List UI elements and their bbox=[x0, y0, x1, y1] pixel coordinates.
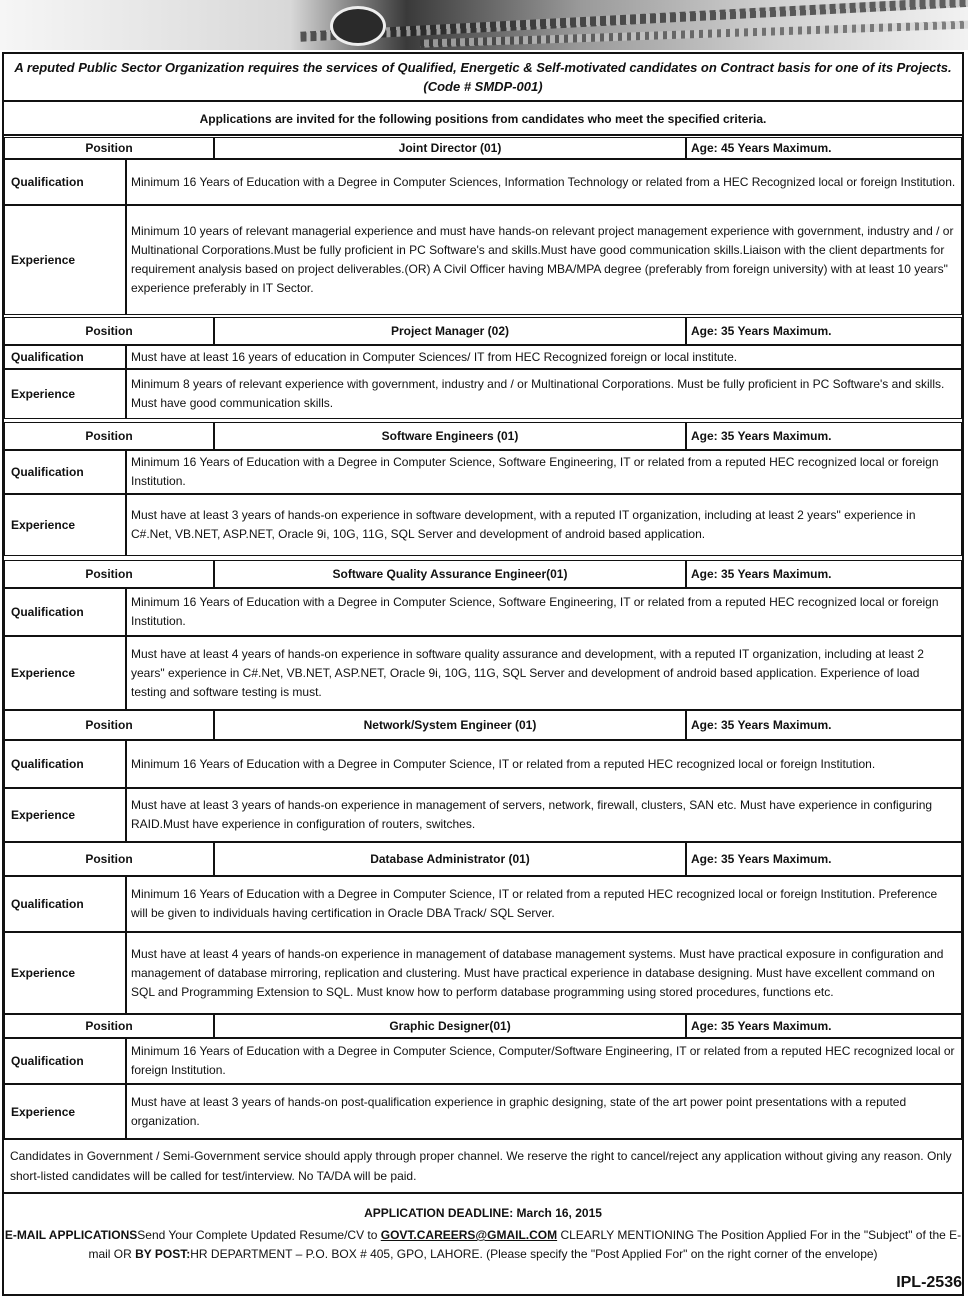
email-address-link[interactable]: GOVT.CAREERS@GMAIL.COM bbox=[380, 1228, 558, 1242]
position-title: Software Quality Assurance Engineer(01) bbox=[214, 560, 686, 588]
qualification-label: Qualification bbox=[4, 876, 126, 932]
qualification-text: Must have at least 16 years of education in Computer Sciences/ IT from HEC Recognized foreign or local institute. bbox=[126, 345, 962, 369]
experience-label: Experience bbox=[4, 788, 126, 842]
age-limit: Age: 45 Years Maximum. bbox=[686, 137, 962, 159]
qualification-text: Minimum 16 Years of Education with a Degree in Computer Science, IT or related from a reputed HEC recognized local or foreign Institution. Preference will be given to individuals having certification in Oracle DBA Track/ SQL Server. bbox=[126, 876, 962, 932]
position-label: Position bbox=[4, 317, 214, 345]
position-label: Position bbox=[4, 137, 214, 159]
position-title: Database Administrator (01) bbox=[214, 842, 686, 876]
experience-text: Must have at least 4 years of hands-on experience in management of database management systems. Must have practical exposure in configuration and management of database mirroring, replication and clustering. Must have practical experience in database designing. Must have excellent command on SQL and Programming Extension to SQL. Must know how to perform database programming using stored procedures, functions etc. bbox=[126, 932, 962, 1014]
qualification-text: Minimum 16 Years of Education with a Degree in Computer Science, IT or related from a reputed HEC recognized local or foreign Institution. bbox=[126, 740, 962, 788]
position-label: Position bbox=[4, 422, 214, 450]
qualification-text: Minimum 16 Years of Education with a Degree in Computer Science, Computer/Software Engineering, IT or related from a reputed HEC recognized local or foreign Institution. bbox=[126, 1038, 962, 1084]
email-text-2: CLEARLY MENTIONING The Position Applied For in the "Subject" of the E-mail OR bbox=[88, 1228, 962, 1261]
post-text: HR DEPARTMENT – P.O. BOX # 405, GPO, LAHORE. (Please specify the "Post Applied For" on the right corner of the envelope) bbox=[190, 1247, 878, 1261]
qualification-text: Minimum 16 Years of Education with a Degree in Computer Sciences, Information Technology or related from a HEC Recognized local or foreign Institution. bbox=[126, 159, 962, 205]
qualification-label: Qualification bbox=[4, 159, 126, 205]
apply-instructions bbox=[4, 1226, 962, 1264]
invite-text: Applications are invited for the following positions from candidates who meet the specified criteria. bbox=[4, 104, 962, 136]
experience-text: Minimum 10 years of relevant managerial experience and must have hands-on relevant project management experience with government, industry and / or Multinational Corporations.Must be fully proficient in PC Software's and skills.Must have good communication skills.Liaison with the client departments for requirement analysis based on project deliverables.(OR) A Civil Officer having MBA/MPA degree (preferably from foreign university) with at least 10 years" experience preferably in IT Sector. bbox=[126, 205, 962, 315]
qualification-text: Minimum 16 Years of Education with a Degree in Computer Science, Software Engineering, IT or related from a reputed HEC recognized local or foreign Institution. bbox=[126, 450, 962, 494]
experience-label: Experience bbox=[4, 494, 126, 556]
age-limit: Age: 35 Years Maximum. bbox=[686, 710, 962, 740]
experience-text: Must have at least 4 years of hands-on experience in software quality assurance and development, with a reputed IT organization, including at least 2 years" experience in C#.Net, VB.NET, ASP.NET, Oracle 9i, 10G, 11G, SQL Server and development of android based application. Experience of load testing and software testing is must. bbox=[126, 636, 962, 710]
position-title: Project Manager (02) bbox=[214, 317, 686, 345]
deadline: APPLICATION DEADLINE: March 16, 2015 bbox=[364, 1206, 602, 1220]
email-text: Send Your Complete Updated Resume/CV to bbox=[137, 1228, 381, 1242]
position-title: Joint Director (01) bbox=[214, 137, 686, 159]
footer-note: Candidates in Government / Semi-Government service should apply through proper channel. We reserve the right to cancel/reject any application without giving any reason. Only short-listed candidates will be called for test/interview. No TA/DA will be paid. bbox=[4, 1138, 962, 1194]
experience-label: Experience bbox=[4, 1084, 126, 1140]
position-label: Position bbox=[4, 710, 214, 740]
age-limit: Age: 35 Years Maximum. bbox=[686, 422, 962, 450]
experience-label: Experience bbox=[4, 205, 126, 315]
experience-text: Must have at least 3 years of hands-on post-qualification experience in graphic designing, state of the art power point presentations with a reputed organization. bbox=[126, 1084, 962, 1140]
experience-label: Experience bbox=[4, 369, 126, 419]
age-limit: Age: 35 Years Maximum. bbox=[686, 560, 962, 588]
qualification-label: Qualification bbox=[4, 345, 126, 369]
post-label: BY POST: bbox=[135, 1247, 191, 1261]
experience-text: Minimum 8 years of relevant experience with government, industry and / or Multinational Corporations. Must be fully proficient in PC Software's and skills. Must have good communication skills. bbox=[126, 369, 962, 419]
qualification-label: Qualification bbox=[4, 588, 126, 636]
experience-text: Must have at least 3 years of hands-on experience in management of servers, network, firewall, clusters, SAN etc. Must have experience in configuring RAID.Must have experience in configuration of routers, switches. bbox=[126, 788, 962, 842]
experience-label: Experience bbox=[4, 636, 126, 710]
position-title: Graphic Designer(01) bbox=[214, 1014, 686, 1038]
position-title: Network/System Engineer (01) bbox=[214, 710, 686, 740]
email-label: E-MAIL APPLICATIONS bbox=[4, 1228, 138, 1242]
ad-code: IPL-2536 bbox=[896, 1274, 962, 1291]
position-label: Position bbox=[4, 1014, 214, 1038]
intro-text: A reputed Public Sector Organization requires the services of Qualified, Energetic & Self-motivated candidates on Contract basis for one of its Projects. (Code # SMDP-001) bbox=[4, 54, 962, 102]
position-title: Software Engineers (01) bbox=[214, 422, 686, 450]
header-banner bbox=[0, 0, 968, 50]
experience-text: Must have at least 3 years of hands-on experience in software development, with a reputed IT organization, including at least 2 years" experience in C#.Net, VB.NET, ASP.NET, Oracle 9i, 10G, 11G, SQL Server and development of android based application. bbox=[126, 494, 962, 556]
qualification-label: Qualification bbox=[4, 740, 126, 788]
position-label: Position bbox=[4, 842, 214, 876]
qualification-label: Qualification bbox=[4, 450, 126, 494]
age-limit: Age: 35 Years Maximum. bbox=[686, 842, 962, 876]
age-limit: Age: 35 Years Maximum. bbox=[686, 317, 962, 345]
qualification-text: Minimum 16 Years of Education with a Degree in Computer Science, Software Engineering, IT or related from a reputed HEC recognized local or foreign Institution. bbox=[126, 588, 962, 636]
position-label: Position bbox=[4, 560, 214, 588]
qualification-label: Qualification bbox=[4, 1038, 126, 1084]
banner-logo bbox=[330, 6, 386, 46]
experience-label: Experience bbox=[4, 932, 126, 1014]
age-limit: Age: 35 Years Maximum. bbox=[686, 1014, 962, 1038]
